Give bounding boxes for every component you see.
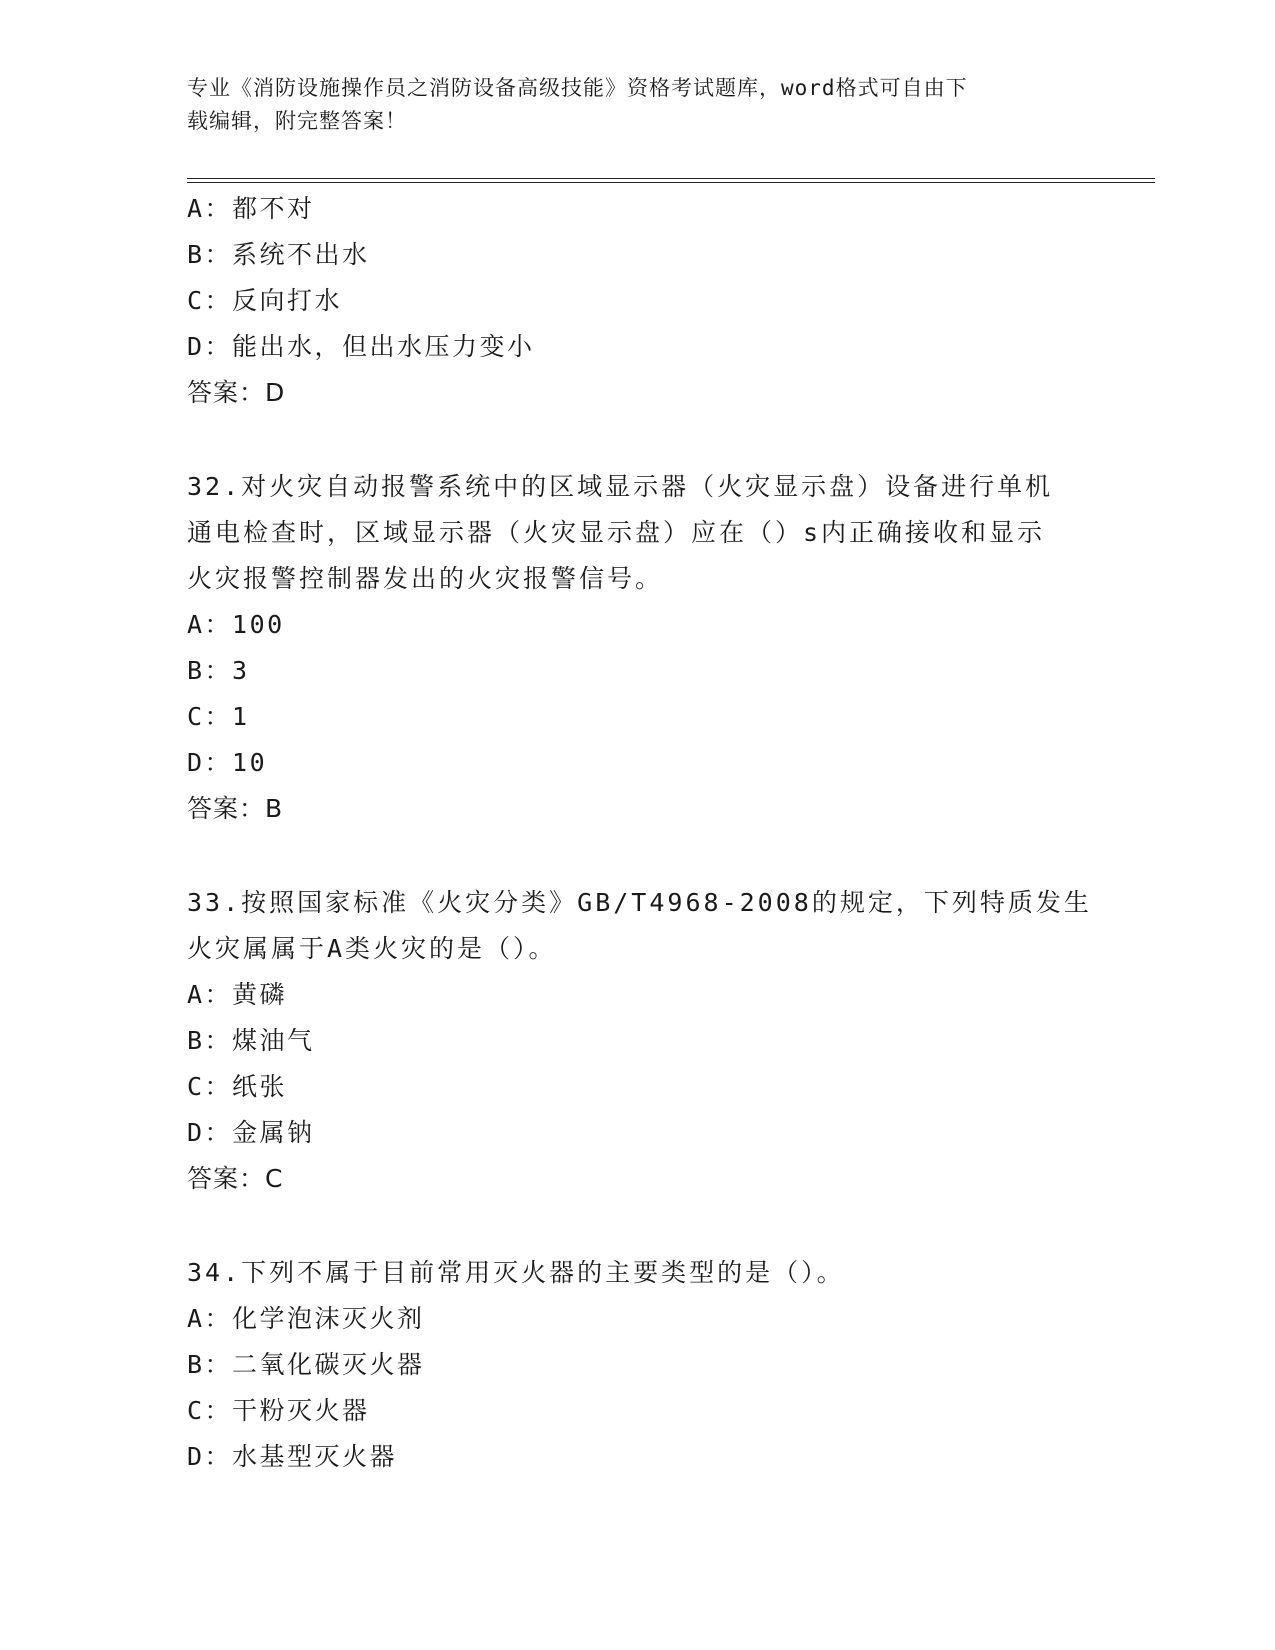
option-d: D：10 [187,748,268,777]
option-a: A：黄磷 [187,980,288,1009]
answer-line: 答案：D [187,378,286,407]
option-b: B：二氧化碳灭火器 [187,1350,425,1379]
option-b: B：3 [187,656,250,685]
header-line-2: 载编辑，附完整答案！ [187,109,407,133]
option-d: D：水基型灭火器 [187,1442,398,1471]
document-header [187,72,1067,138]
question-text-line: 通电检查时，区域显示器（火灾显示盘）应在（）s内正确接收和显示 [187,518,1046,547]
question-list [187,186,1092,1480]
option-a: A：化学泡沫灭火剂 [187,1304,425,1333]
option-c: C：1 [187,702,250,731]
question-text-line: 火灾属属于A类火灾的是（）。 [187,934,557,963]
option-b: B：煤油气 [187,1026,315,1055]
option-b: B：系统不出水 [187,240,370,269]
question-33 [187,880,1092,1202]
question-34 [187,1250,1087,1480]
option-d: D：能出水，但出水压力变小 [187,332,535,361]
option-c: C：反向打水 [187,286,343,315]
option-d: D：金属钠 [187,1118,315,1147]
header-divider [187,178,1155,183]
answer-line: 答案：B [187,794,284,823]
question-text-line: 34.下列不属于目前常用灭火器的主要类型的是（）。 [187,1258,845,1287]
option-c: C：纸张 [187,1072,288,1101]
option-a: A：都不对 [187,194,315,223]
question-text-line: 火灾报警控制器发出的火灾报警信号。 [187,564,664,593]
question-32 [187,464,1087,832]
question-31 [187,186,1087,416]
option-a: A：100 [187,610,285,639]
question-text-line: 33.按照国家标准《火灾分类》GB/T4968-2008的规定，下列特质发生 [187,888,1092,917]
answer-line: 答案：C [187,1164,284,1193]
question-text-line: 32.对火灾自动报警系统中的区域显示器（火灾显示盘）设备进行单机 [187,472,1054,501]
header-line-1: 专业《消防设施操作员之消防设备高级技能》资格考试题库，word格式可自由下 [187,76,968,100]
option-c: C：干粉灭火器 [187,1396,370,1425]
